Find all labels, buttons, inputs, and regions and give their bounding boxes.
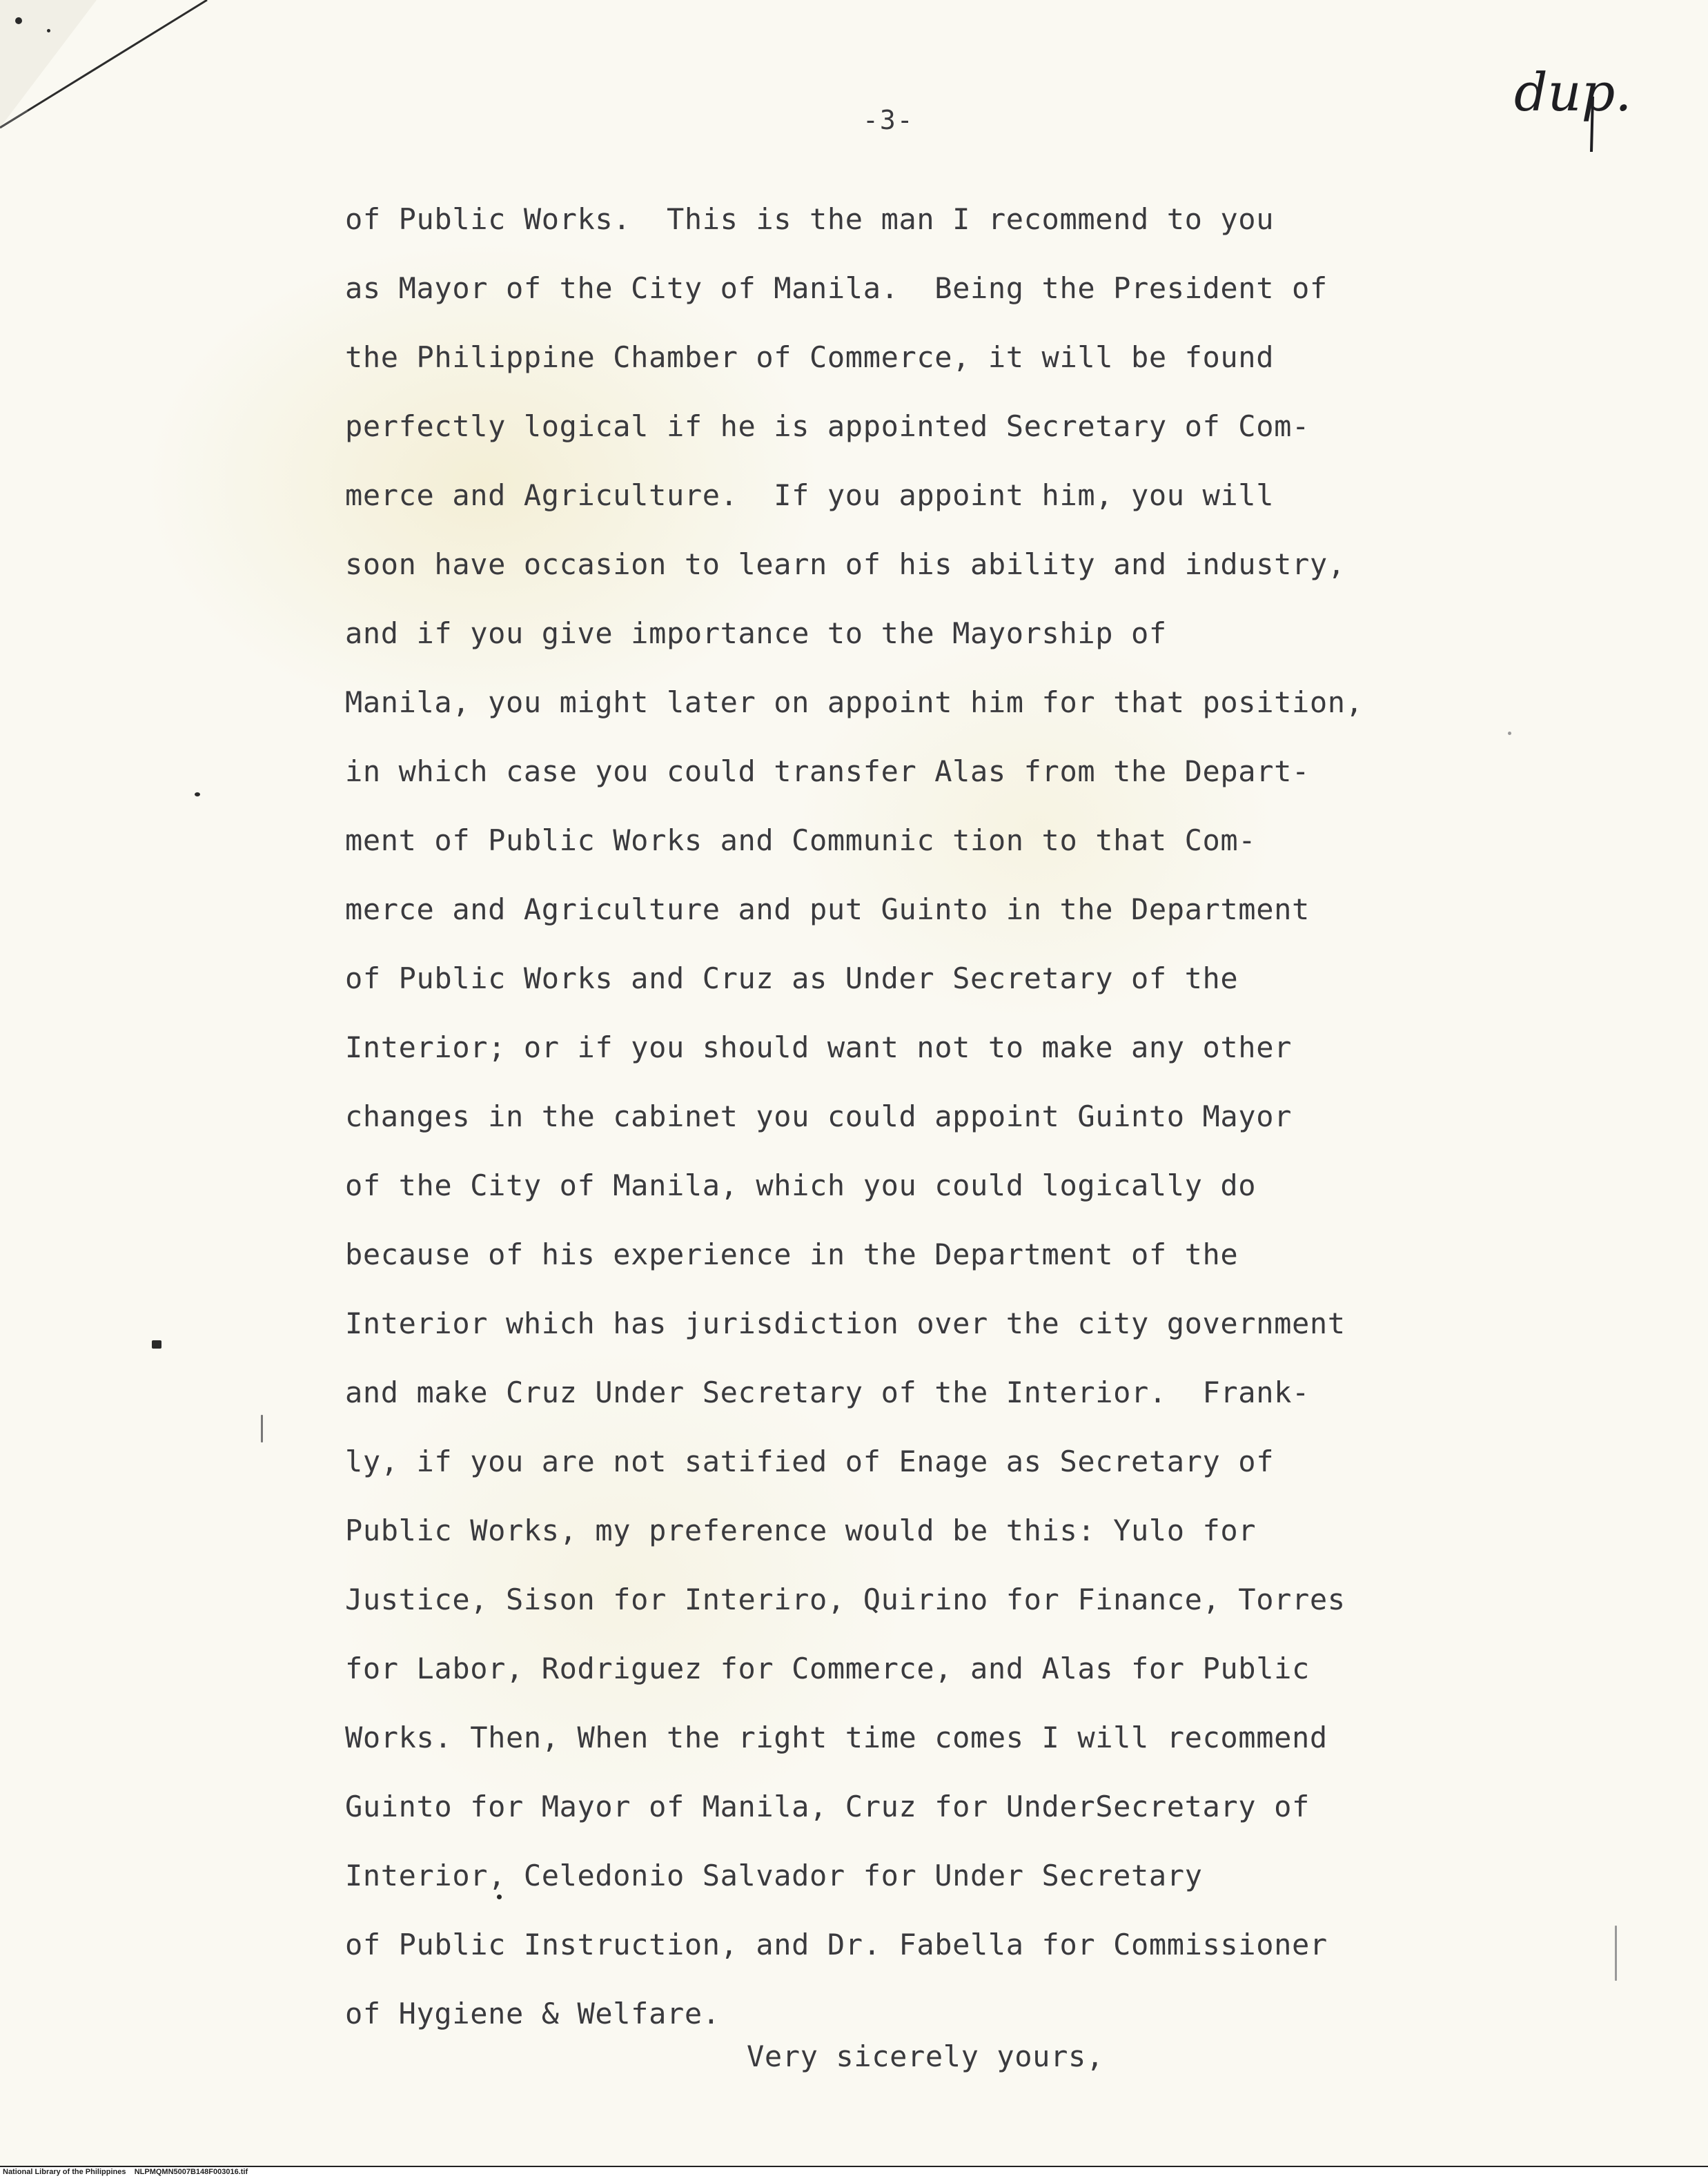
body-line: of the City of Manila, which you could logically do xyxy=(345,1168,1257,1202)
scan-speck xyxy=(47,29,50,32)
scan-caption: National Library of the Philippines NLPMQMN5007B148F003016.tif xyxy=(3,2168,248,2176)
body-line: changes in the cabinet you could appoint Guinto Mayor xyxy=(345,1099,1292,1133)
body-line: and if you give importance to the Mayorship of xyxy=(345,616,1167,650)
body-line: for Labor, Rodriguez for Commerce, and Alas for Public xyxy=(345,1652,1310,1685)
body-line: of Public Instruction, and Dr. Fabella for Commissioner xyxy=(345,1928,1328,1961)
body-line: Works. Then, When the right time comes I will recommend xyxy=(345,1721,1328,1754)
body-line: of Public Works and Cruz as Under Secretary of the xyxy=(345,961,1239,995)
scan-speck xyxy=(1508,732,1511,735)
scan-speck xyxy=(1615,1926,1617,1981)
margin-annotation-text: dup. xyxy=(1514,61,1632,123)
scan-speck xyxy=(195,792,200,796)
scan-footer xyxy=(0,2166,1708,2183)
letter-body xyxy=(345,185,1364,2048)
page-number: -3- xyxy=(863,105,914,135)
body-line: and make Cruz Under Secretary of the Interior. Frank- xyxy=(345,1376,1310,1409)
body-line: the Philippine Chamber of Commerce, it will be found xyxy=(345,340,1275,374)
body-line: of Hygiene & Welfare. xyxy=(345,1997,720,2030)
margin-annotation xyxy=(1511,55,1636,159)
body-line: Public Works, my preference would be this: Yulo for xyxy=(345,1514,1257,1547)
body-line: as Mayor of the City of Manila. Being the President of xyxy=(345,271,1328,305)
body-line: merce and Agriculture. If you appoint him, you will xyxy=(345,478,1275,512)
scan-speck xyxy=(152,1340,161,1349)
body-line: ment of Public Works and Communic tion to that Com- xyxy=(345,823,1257,857)
body-line: soon have occasion to learn of his ability and industry, xyxy=(345,547,1346,581)
body-line: because of his experience in the Department of the xyxy=(345,1237,1239,1271)
body-line: Justice, Sison for Interiro, Quirino for Finance, Torres xyxy=(345,1583,1346,1616)
folded-corner xyxy=(0,0,221,138)
scan-speck xyxy=(261,1415,263,1442)
body-line: Interior, Celedonio Salvador for Under Secretary xyxy=(345,1859,1203,1892)
closing-salutation: Very sicerely yours, xyxy=(747,2039,1104,2073)
body-line: of Public Works. This is the man I recommend to you xyxy=(345,202,1275,236)
body-line: Interior; or if you should want not to make any other xyxy=(345,1030,1292,1064)
body-line: perfectly logical if he is appointed Secretary of Com- xyxy=(345,409,1310,443)
scan-speck xyxy=(15,17,22,24)
body-line: Guinto for Mayor of Manila, Cruz for UnderSecretary of xyxy=(345,1790,1310,1823)
scan-speck xyxy=(497,1895,502,1899)
body-line: merce and Agriculture and put Guinto in the Department xyxy=(345,892,1310,926)
body-line: Interior which has jurisdiction over the city government xyxy=(345,1306,1346,1340)
body-line: in which case you could transfer Alas from the Depart- xyxy=(345,754,1310,788)
body-line: Manila, you might later on appoint him for that position, xyxy=(345,685,1364,719)
body-line: ly, if you are not satified of Enage as Secretary of xyxy=(345,1445,1275,1478)
